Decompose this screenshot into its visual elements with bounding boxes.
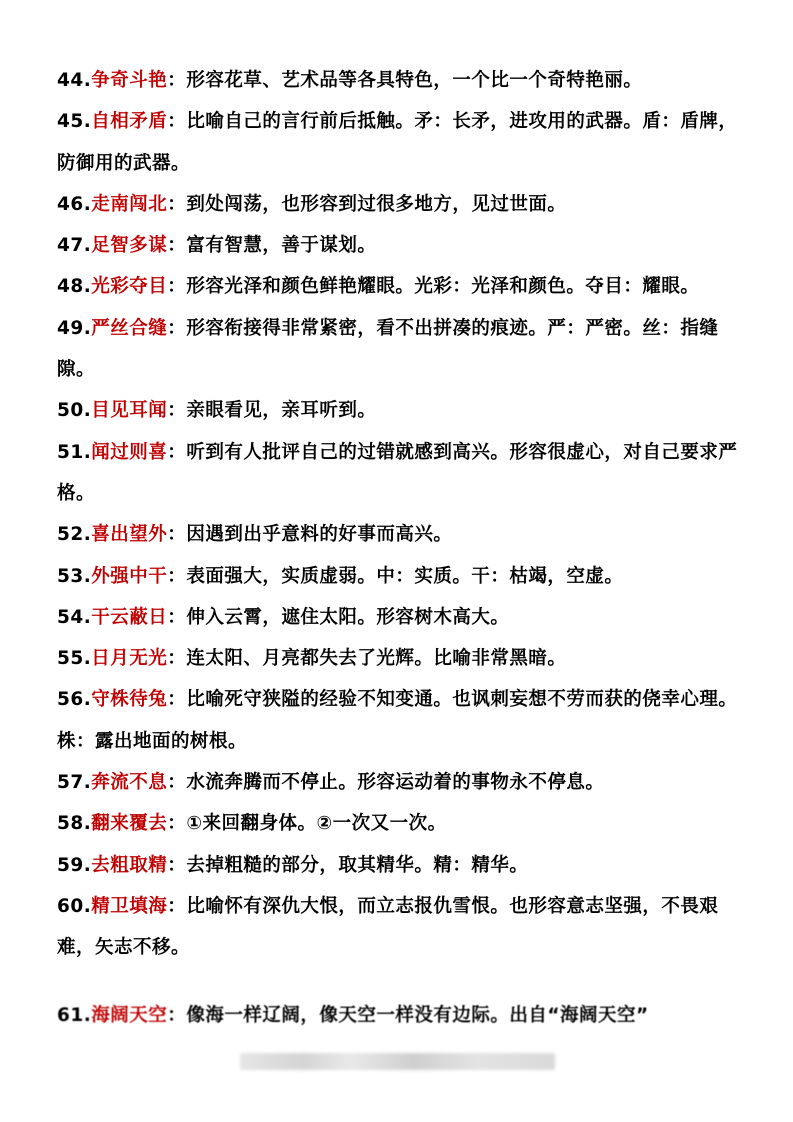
idiom-entry (57, 995, 747, 1036)
entry-number: 56. (57, 689, 92, 711)
idiom-entry (57, 184, 747, 225)
separator: ： (167, 854, 187, 876)
separator: ： (167, 111, 187, 133)
separator: ： (167, 524, 187, 546)
idiom-entry (57, 266, 747, 307)
entry-number: 46. (57, 193, 92, 215)
separator: ： (167, 689, 187, 711)
entry-number: 48. (57, 276, 92, 298)
entry-number: 55. (57, 648, 92, 670)
idiom-term: 严丝合缝 (91, 317, 168, 339)
separator: ： (167, 772, 187, 794)
idiom-entry (57, 390, 747, 431)
idiom-term: 精卫填海 (91, 895, 168, 917)
idiom-entry (57, 308, 747, 391)
separator: ： (167, 193, 187, 215)
blurred-footer (240, 1053, 555, 1070)
idiom-definition: 比喻自己的言行前后抵触。矛：长矛，进攻用的武器。盾：盾牌，防御用的武器。 (57, 111, 738, 174)
idiom-entry (57, 432, 747, 515)
idiom-definition: 形容衔接得非常紧密，看不出拼凑的痕迹。严：严密。丝：指缝隙。 (57, 317, 719, 381)
idiom-term: 外强中干 (91, 565, 168, 587)
idiom-definition: 亲眼看见，亲耳听到。 (186, 400, 377, 422)
separator: ： (167, 1005, 187, 1026)
idiom-term: 争奇斗艳 (91, 70, 168, 91)
separator: ： (167, 606, 187, 628)
idiom-term: 走南闯北 (91, 193, 168, 215)
idiom-entry (57, 225, 747, 266)
entry-number: 57. (57, 772, 92, 794)
idiom-term: 海阔天空 (91, 1005, 168, 1026)
idiom-definition: 到处闯荡，也形容到过很多地方，见过世面。 (186, 193, 567, 215)
idiom-entry (57, 803, 747, 844)
entry-number: 60. (57, 895, 92, 917)
idiom-definition: 因遇到出乎意料的好事而高兴。 (186, 524, 453, 546)
cut-off-entry (57, 1005, 747, 1031)
separator: ： (167, 235, 187, 257)
separator: ： (167, 813, 187, 835)
idiom-definition: 比喻怀有深仇大恨，而立志报仇雪恨。也形容意志坚强，不畏艰难，矢志不移。 (57, 895, 719, 959)
separator: ： (167, 276, 187, 298)
idiom-entry (57, 845, 747, 886)
idiom-entry (57, 638, 747, 679)
idiom-entry (57, 679, 747, 762)
idiom-term: 翻来覆去 (91, 813, 168, 835)
idiom-entry (57, 60, 747, 101)
idiom-entry (57, 556, 747, 597)
idiom-entry (57, 597, 747, 638)
separator: ： (167, 565, 187, 587)
idiom-definition: 连太阳、月亮都失去了光辉。比喻非常黑暗。 (186, 648, 567, 670)
idiom-definition: 表面强大，实质虚弱。中：实质。干：枯竭，空虚。 (186, 565, 624, 587)
idiom-list (57, 60, 747, 969)
entry-number: 53. (57, 565, 92, 587)
idiom-term: 足智多谋 (91, 235, 168, 257)
separator: ： (167, 70, 187, 91)
entry-number: 51. (57, 441, 92, 463)
idiom-definition: 像海一样辽阔，像天空一样没有边际。出自“海阔天空” (186, 1005, 649, 1026)
idiom-term: 奔流不息 (91, 772, 168, 794)
entry-number: 45. (57, 111, 92, 133)
separator: ： (167, 648, 187, 670)
idiom-entry (57, 101, 747, 184)
entry-number: 61. (57, 1005, 92, 1026)
idiom-definition: ①来回翻身体。②一次又一次。 (186, 813, 447, 835)
idiom-term: 喜出望外 (91, 524, 168, 546)
idiom-term: 闻过则喜 (91, 441, 168, 463)
separator: ： (167, 895, 187, 917)
idiom-term: 去粗取精 (91, 854, 168, 876)
idiom-entry (57, 762, 747, 803)
idiom-definition: 水流奔腾而不停止。形容运动着的事物永不停息。 (186, 772, 605, 794)
entry-number: 44. (57, 70, 92, 91)
idiom-definition: 形容光泽和颜色鲜艳耀眼。光彩：光泽和颜色。夺目：耀眼。 (186, 276, 700, 298)
idiom-definition: 形容花草、艺术品等各具特色，一个比一个奇特艳丽。 (186, 70, 643, 91)
idiom-entry (57, 514, 747, 555)
entry-number: 54. (57, 606, 92, 628)
idiom-definition: 比喻死守狭隘的经验不知变通。也讽刺妄想不劳而获的侥幸心理。株：露出地面的树根。 (57, 689, 738, 752)
idiom-term: 自相矛盾 (91, 111, 168, 133)
entry-number: 50. (57, 400, 92, 422)
entry-number: 59. (57, 854, 92, 876)
idiom-term: 守株待兔 (91, 689, 168, 711)
idiom-definition: 去掉粗糙的部分，取其精华。精：精华。 (186, 854, 529, 876)
separator: ： (167, 400, 187, 422)
idiom-definition: 听到有人批评自己的过错就感到高兴。形容很虚心，对自己要求严格。 (57, 441, 738, 504)
entry-number: 49. (57, 317, 92, 339)
entry-number: 47. (57, 235, 92, 257)
idiom-term: 目见耳闻 (91, 400, 168, 422)
idiom-definition: 伸入云霄，遮住太阳。形容树木高大。 (186, 606, 510, 628)
entry-number: 58. (57, 813, 92, 835)
idiom-entry (57, 886, 747, 969)
idiom-term: 日月无光 (91, 648, 168, 670)
idiom-definition: 富有智慧，善于谋划。 (186, 235, 377, 257)
separator: ： (167, 317, 187, 339)
idiom-term: 光彩夺目 (91, 276, 168, 298)
idiom-term: 干云蔽日 (91, 606, 168, 628)
entry-number: 52. (57, 524, 92, 546)
separator: ： (167, 441, 187, 463)
